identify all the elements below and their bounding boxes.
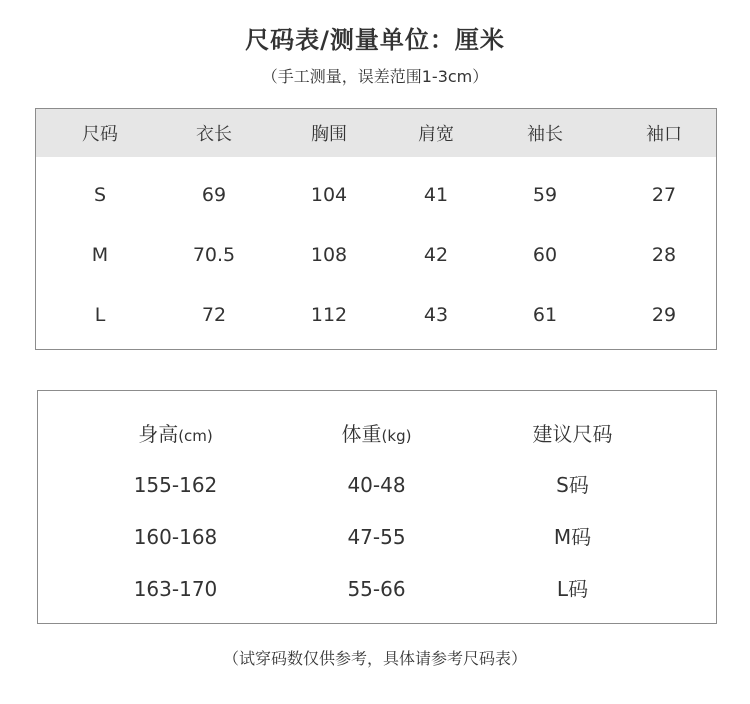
table-cell: 61: [532, 304, 558, 326]
table-cell: M码: [553, 525, 592, 549]
table-row: [38, 465, 716, 505]
table-cell: 59: [532, 184, 558, 206]
table-cell: M: [91, 244, 109, 266]
table-cell: 28: [651, 244, 677, 266]
table-cell: 155-162: [133, 473, 218, 497]
table-cell: 29: [651, 304, 677, 326]
measurement-note: （手工测量，误差范围1-3cm）: [261, 67, 489, 86]
header-height-unit: (cm): [178, 427, 213, 445]
header-cuff: 袖口: [646, 124, 682, 145]
header-suggested-size: [510, 414, 635, 454]
table-cell: 160-168: [133, 525, 218, 549]
header-length: 衣长: [196, 124, 232, 145]
table-cell: 69: [201, 184, 227, 206]
header-sleeve-length: 袖长: [527, 124, 563, 145]
size-chart-header-row: [36, 109, 716, 157]
table-row: [38, 569, 716, 609]
table-row: [36, 285, 716, 345]
table-row: [36, 225, 716, 285]
table-cell: 55-66: [347, 577, 406, 601]
table-cell: 70.5: [192, 244, 236, 266]
table-cell: 41: [423, 184, 449, 206]
header-shoulder: 肩宽: [418, 124, 454, 145]
header-height: [113, 414, 238, 454]
table-cell: 112: [310, 304, 348, 326]
table-cell: 40-48: [347, 473, 406, 497]
header-weight-unit: (kg): [381, 427, 412, 445]
page-title: 尺码表/测量单位：厘米: [245, 26, 505, 54]
header-height-label: 身高: [138, 422, 179, 446]
table-cell: 60: [532, 244, 558, 266]
header-chest: 胸围: [311, 124, 347, 145]
table-cell: 43: [423, 304, 449, 326]
size-recommendation-table: [37, 390, 717, 624]
table-cell: 42: [423, 244, 449, 266]
header-suggested-size-label: 建议尺码: [532, 422, 613, 446]
table-cell: 108: [310, 244, 348, 266]
table-cell: 163-170: [133, 577, 218, 601]
table-cell: 47-55: [347, 525, 406, 549]
table-cell: S码: [556, 473, 589, 497]
header-weight: [314, 414, 439, 454]
table-row: [36, 165, 716, 225]
size-disclaimer: （试穿码数仅供参考，具体请参考尺码表）: [222, 649, 527, 668]
table-cell: 72: [201, 304, 227, 326]
table-cell: 104: [310, 184, 348, 206]
table-cell: L: [94, 304, 106, 326]
table-row: [38, 517, 716, 557]
header-size: 尺码: [82, 124, 118, 145]
header-weight-label: 体重: [341, 422, 382, 446]
table-cell: S: [93, 184, 107, 206]
recommendation-header-row: [38, 414, 716, 454]
table-cell: L码: [556, 577, 589, 601]
size-chart-table: [35, 108, 717, 350]
table-cell: 27: [651, 184, 677, 206]
